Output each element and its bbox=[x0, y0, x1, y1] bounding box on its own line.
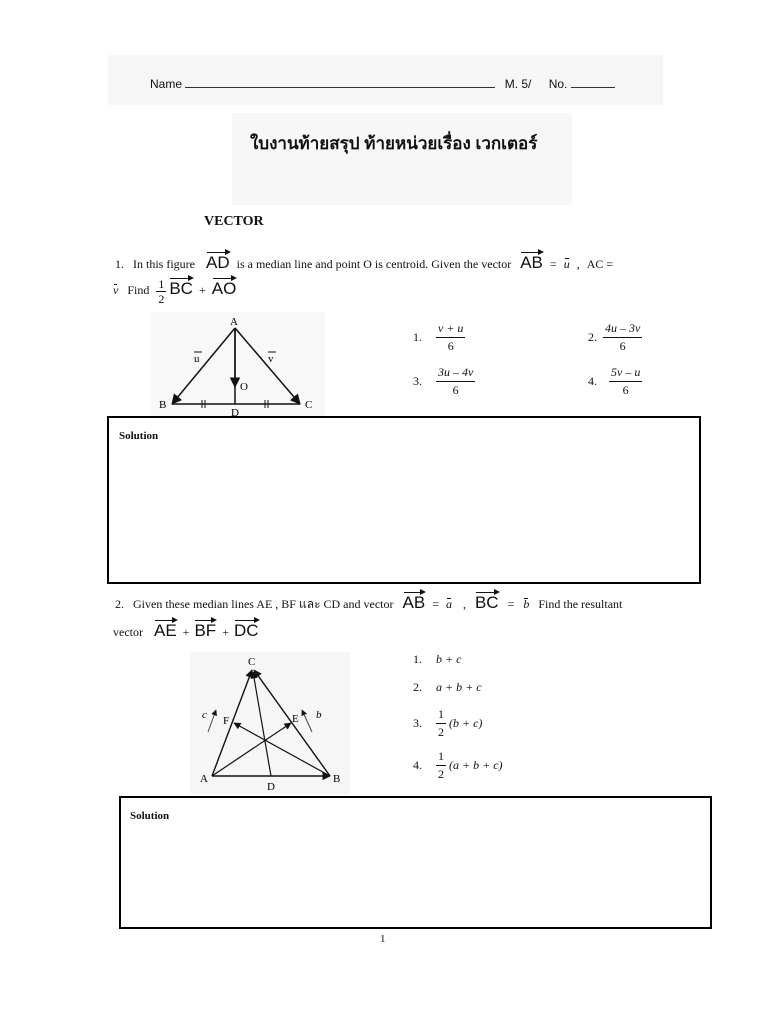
q2-equals-2: = bbox=[507, 597, 515, 611]
q1-comma: , bbox=[576, 257, 580, 271]
q1-label-c: C bbox=[305, 399, 313, 411]
q1-choice-3-frac bbox=[436, 364, 475, 399]
q2-label-f: F bbox=[223, 715, 230, 727]
q2-choice-3[interactable] bbox=[413, 706, 482, 741]
q2-vector-bc: BC bbox=[475, 590, 499, 613]
q1-choice-2-frac bbox=[603, 320, 642, 355]
class-label: M. 5/ bbox=[504, 77, 532, 91]
page-number: 1 bbox=[380, 933, 386, 945]
q1-vector-ao: AO bbox=[212, 276, 237, 299]
q2-vector-bf: BF bbox=[194, 618, 216, 641]
q2-choice-2-number: 2. bbox=[413, 680, 422, 694]
q2-line2 bbox=[113, 618, 259, 641]
q2-equals-1: = bbox=[432, 597, 439, 611]
no-blank bbox=[571, 76, 615, 88]
q2-a: a bbox=[445, 597, 452, 611]
q2-choice-1[interactable] bbox=[413, 652, 461, 667]
q2-line1 bbox=[115, 590, 622, 614]
q1-choice-1[interactable] bbox=[413, 320, 465, 355]
q1-number: 1. bbox=[115, 257, 124, 271]
q1-line2 bbox=[113, 276, 236, 306]
q1-choice-3-den: 6 bbox=[452, 383, 459, 397]
q2-text3: vector bbox=[113, 625, 143, 639]
q2-choice-3-expr: (b + c) bbox=[449, 716, 483, 730]
q1-label-u: u bbox=[194, 353, 200, 365]
q2-vector-ae: AE bbox=[154, 618, 177, 641]
q2-choice-4-half-num: 1 bbox=[436, 748, 446, 766]
q1-triangle-figure bbox=[150, 312, 325, 418]
q1-equals: = bbox=[549, 257, 557, 271]
q1-choice-4-num: 5v – u bbox=[609, 364, 642, 382]
q1-half-num: 1 bbox=[158, 276, 165, 291]
q2-choice-3-half bbox=[436, 706, 446, 741]
q2-label-a: A bbox=[200, 773, 208, 785]
q1-v: v bbox=[113, 283, 119, 297]
q1-vector-ab: AB bbox=[520, 250, 543, 273]
q2-label-b: B bbox=[333, 773, 341, 785]
q1-label-b: B bbox=[159, 399, 167, 411]
q1-find: Find bbox=[127, 283, 150, 297]
q2-choice-1-number: 1. bbox=[413, 652, 422, 666]
q1-half bbox=[156, 277, 166, 306]
q2-label-d: D bbox=[267, 781, 275, 793]
q1-choice-3-number: 3. bbox=[413, 374, 422, 388]
q1-text1: In this figure bbox=[133, 257, 195, 271]
q1-choice-3[interactable] bbox=[413, 364, 475, 399]
q1-vector-ad: AD bbox=[206, 250, 230, 273]
q2-choice-4-half bbox=[436, 748, 446, 783]
q1-solution-box[interactable] bbox=[107, 416, 701, 584]
q1-vector-bc: BC bbox=[169, 276, 193, 299]
q1-choice-4-number: 4. bbox=[588, 374, 597, 388]
q1-label-v: v bbox=[268, 353, 274, 365]
page-title: ใบงานท้ายสรุป ท้ายหน่วยเรื่อง เวกเตอร์ bbox=[250, 134, 538, 153]
q2-vector-ab: AB bbox=[403, 590, 426, 613]
q2-triangle-figure bbox=[190, 652, 350, 794]
q1-plus: + bbox=[198, 283, 206, 297]
q1-u: u bbox=[563, 257, 570, 271]
q2-text1: Given these median lines AE , BF และ CD and vector bbox=[133, 597, 394, 611]
q1-choice-2[interactable] bbox=[588, 320, 642, 355]
name-label: Name bbox=[150, 77, 183, 91]
q2-label-b-vector: b bbox=[316, 709, 322, 721]
q1-choice-4-frac bbox=[609, 364, 642, 399]
q2-choice-2-expr: a + b + c bbox=[436, 680, 482, 694]
q2-choice-4-expr: (a + b + c) bbox=[449, 758, 503, 772]
name-blank bbox=[185, 76, 495, 88]
no-label: No. bbox=[548, 77, 568, 91]
q1-choice-4-den: 6 bbox=[622, 383, 629, 397]
title-band bbox=[232, 113, 572, 205]
q1-choice-2-number: 2. bbox=[588, 330, 597, 344]
q1-line1 bbox=[115, 250, 613, 273]
q1-choice-1-den: 6 bbox=[447, 339, 454, 353]
q2-vector-dc: DC bbox=[234, 618, 259, 641]
q1-choice-3-num: 3u – 4v bbox=[436, 364, 475, 382]
q2-label-c: C bbox=[248, 656, 256, 668]
q2-choice-1-expr: b + c bbox=[436, 652, 462, 666]
q1-choice-2-den: 6 bbox=[619, 339, 626, 353]
q2-choice-3-half-den: 2 bbox=[438, 725, 444, 739]
q2-choice-4[interactable] bbox=[413, 748, 503, 783]
q2-solution-box[interactable] bbox=[119, 796, 712, 929]
q1-half-den: 2 bbox=[158, 291, 165, 306]
q2-choice-4-half-den: 2 bbox=[438, 767, 444, 781]
q1-ac: AC = bbox=[586, 257, 614, 271]
q1-label-a: A bbox=[230, 316, 238, 328]
q2-label-c-vector: c bbox=[202, 709, 207, 721]
q2-label-e: E bbox=[292, 713, 299, 725]
q2-plus-1: + bbox=[182, 625, 190, 639]
q1-solution-label: Solution bbox=[119, 430, 159, 442]
q1-text2: is a median line and point O is centroid. Given the vector bbox=[236, 257, 512, 271]
q1-choice-1-num: v + u bbox=[436, 320, 465, 338]
section-title: VECTOR bbox=[204, 214, 264, 229]
q1-choice-4[interactable] bbox=[588, 364, 642, 399]
q2-plus-2: + bbox=[222, 625, 229, 639]
q1-label-d: D bbox=[231, 407, 239, 418]
q2-text2: Find the resultant bbox=[538, 597, 623, 611]
q1-label-o: O bbox=[240, 381, 248, 393]
q2-choice-3-number: 3. bbox=[413, 716, 422, 730]
q1-choice-2-num: 4u – 3v bbox=[603, 320, 642, 338]
q2-choice-2[interactable] bbox=[413, 680, 482, 695]
q2-solution-label: Solution bbox=[130, 810, 170, 822]
q2-b: b bbox=[523, 597, 530, 611]
q1-choice-1-number: 1. bbox=[413, 330, 422, 344]
q2-choice-3-half-num: 1 bbox=[436, 706, 446, 724]
q2-number: 2. bbox=[115, 597, 124, 611]
q2-comma: , bbox=[462, 597, 466, 611]
q1-choice-1-frac bbox=[436, 320, 465, 355]
name-line bbox=[150, 76, 615, 91]
q2-choice-4-number: 4. bbox=[413, 758, 422, 772]
